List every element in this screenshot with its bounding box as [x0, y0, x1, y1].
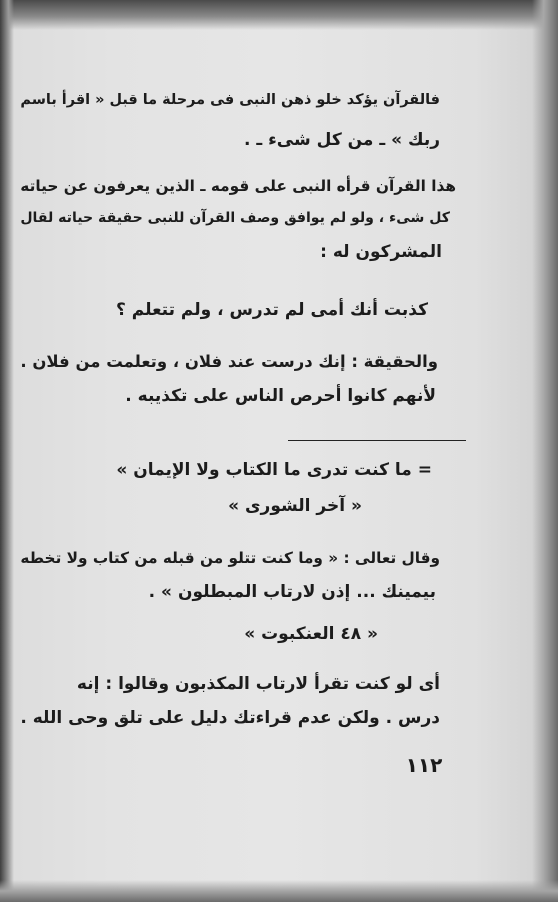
- text-line-12: أى لو كنت تقرأ لارتاب المكذبون وقالوا : إنه: [76, 674, 440, 694]
- text-line-1: فالقرآن يؤكد خلو ذهن النبى فى مرحلة ما قبل « اقرأ باسم: [20, 92, 440, 108]
- text-line-9: وقال تعالى : « وما كنت تتلو من قبله من كتاب ولا تخطه: [20, 549, 440, 567]
- page-number: ١١٢: [405, 753, 443, 777]
- footnote-line-1: = ما كنت تدرى ما الكتاب ولا الإيمان »: [116, 460, 432, 480]
- text-line-8: لأنهم كانوا أحرص الناس على تكذيبه .: [125, 386, 436, 406]
- page-shadow-bottom: [0, 880, 558, 902]
- text-line-6: كذبت أنك أمى لم تدرس ، ولم تتعلم ؟: [116, 300, 428, 320]
- page-shadow-top: [0, 0, 558, 30]
- text-line-11: « ٤٨ العنكبوت »: [244, 624, 378, 644]
- page-shadow-left: [0, 0, 14, 902]
- text-line-10: بيمينك ... إذن لارتاب المبطلون » .: [148, 582, 436, 602]
- text-line-13: درس . ولكن عدم قراءتك دليل على تلق وحى الله .: [20, 708, 440, 728]
- footnote-line-2: « آخر الشورى »: [228, 496, 362, 516]
- text-line-2: ربك » ـ من كل شىء ـ .: [244, 130, 440, 150]
- text-line-5: المشركون له :: [320, 242, 442, 262]
- text-line-3: هذا القرآن قرأه النبى على قومه ـ الذين يعرفون عن حياته: [20, 177, 456, 195]
- text-line-4: كل شىء ، ولو لم يوافق وصف القرآن للنبى حقيقة حياته لقال: [20, 210, 450, 226]
- footnote-divider: [288, 440, 466, 441]
- page-shadow-right: [532, 0, 558, 902]
- text-line-7: والحقيقة : إنك درست عند فلان ، وتعلمت من فلان .: [20, 352, 438, 371]
